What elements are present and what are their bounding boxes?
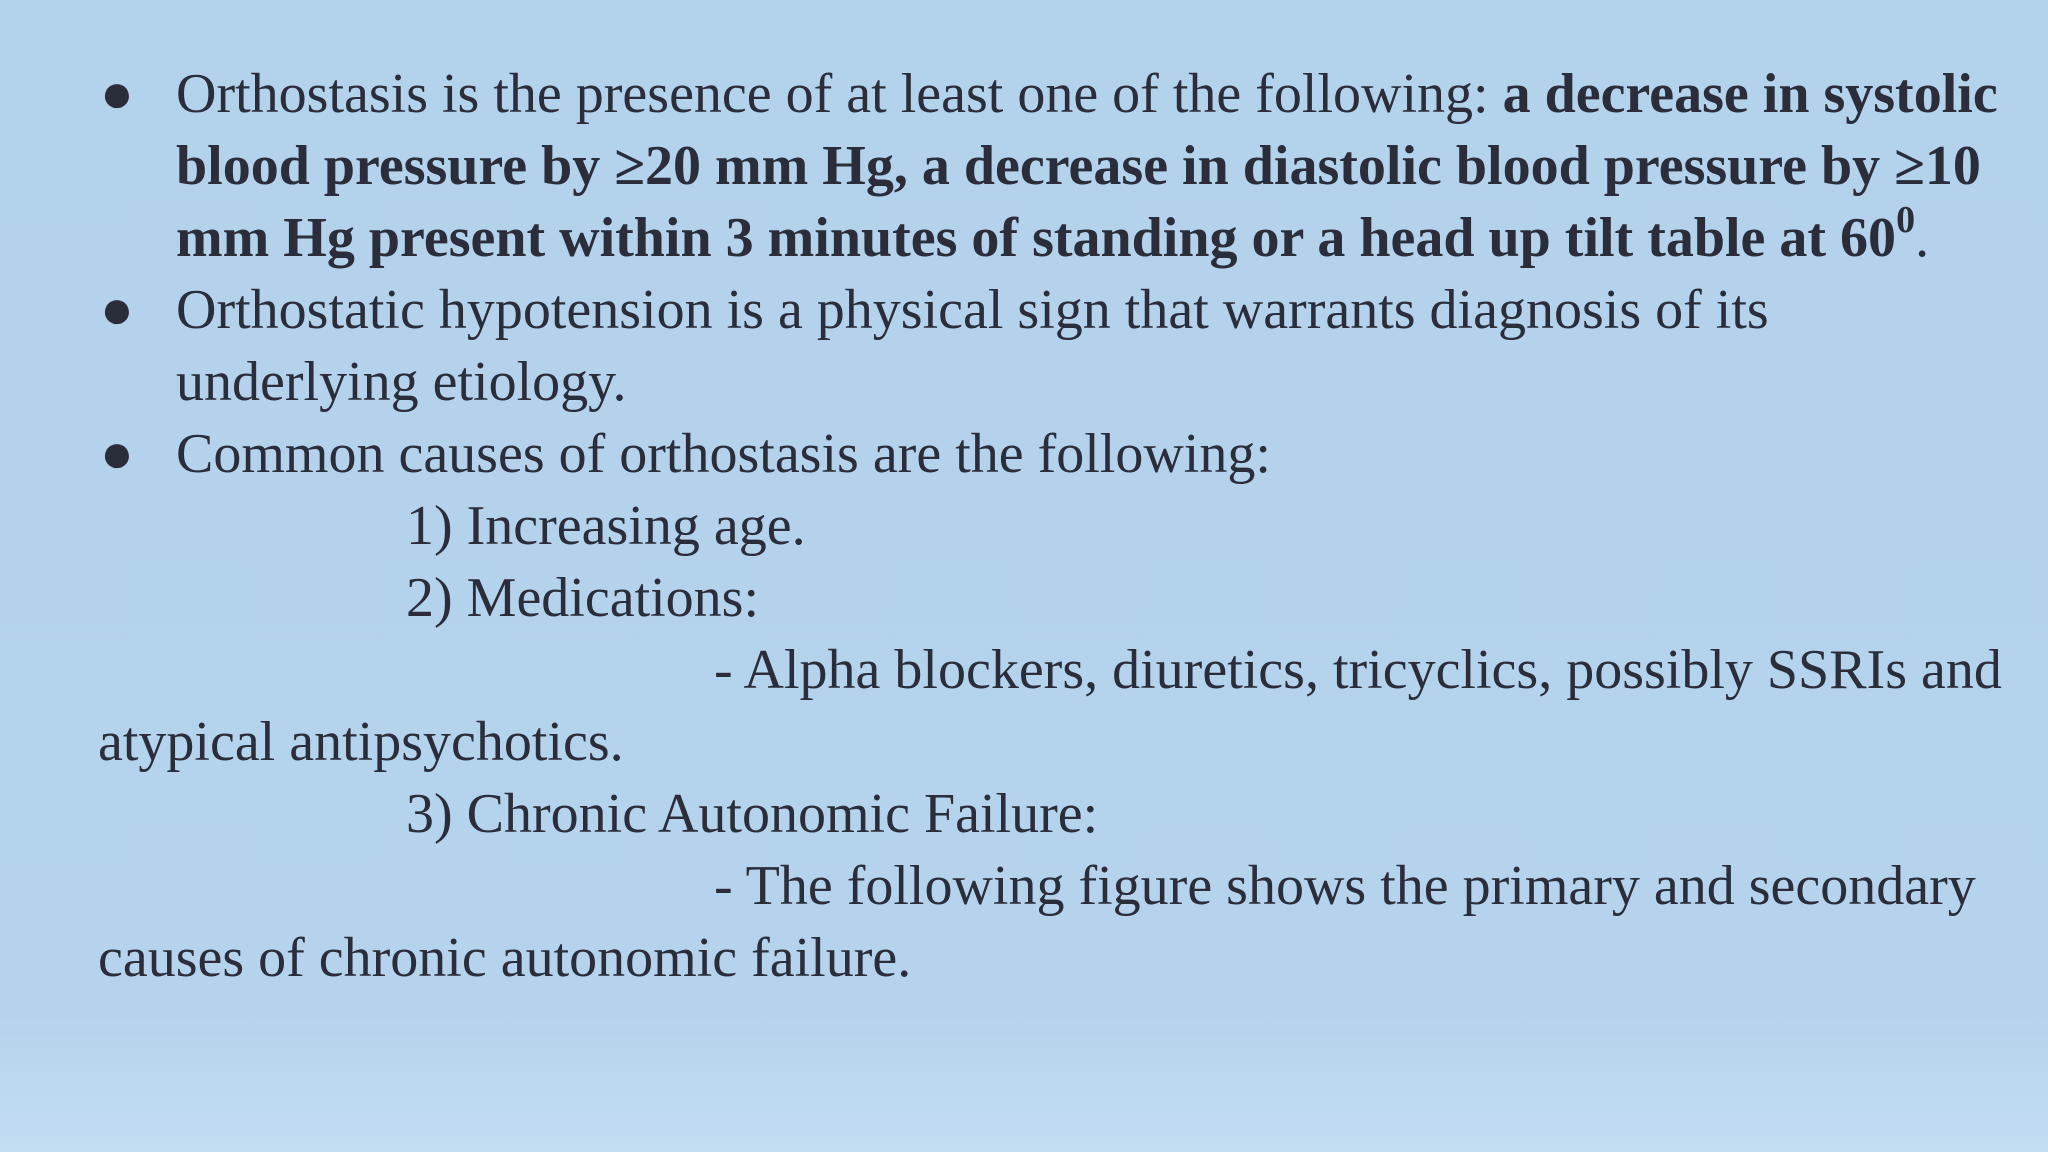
bullet-dot-icon: ●	[100, 279, 134, 341]
cause-detail-chronic-autonomic-failure: - The following figure shows the primary and secondary causes of chronic autonomic failure.	[98, 855, 1976, 989]
bullet-item-orthostasis-definition	[0, 58, 2048, 274]
cause-item-medications: 2) Medications:	[406, 567, 760, 629]
cause-item-increasing-age: 1) Increasing age.	[406, 495, 806, 557]
degree-superscript: 0	[1896, 199, 1916, 242]
bullet-trailing-text: .	[1915, 207, 1930, 269]
bullet-text: Orthostasis is the presence of at least one of the following:	[176, 63, 1503, 125]
bullet-dot-icon: ●	[100, 63, 134, 125]
cause-detail-medications: - Alpha blockers, diuretics, tricyclics, possibly SSRIs and atypical antipsychotics.	[98, 639, 2002, 773]
bullet-text: Common causes of orthostasis are the following:	[176, 423, 1271, 485]
cause-item-chronic-autonomic-failure: 3) Chronic Autonomic Failure:	[406, 783, 1099, 845]
bullet-dot-icon: ●	[100, 423, 134, 485]
bullet-item-common-causes	[0, 418, 2048, 490]
bullet-text: Orthostatic hypotension is a physical sign that warrants diagnosis of its underlying etiology.	[176, 279, 1769, 413]
bullet-item-orthostatic-hypotension	[0, 274, 2048, 418]
slide-body	[0, 58, 2048, 994]
bullet-bold-text: a decrease in systolic blood pressure by ≥20 mm Hg, a decrease in diastolic blood pressure by ≥10 mm Hg present within 3 minutes of standing or a head up tilt table at 60	[176, 63, 1998, 269]
